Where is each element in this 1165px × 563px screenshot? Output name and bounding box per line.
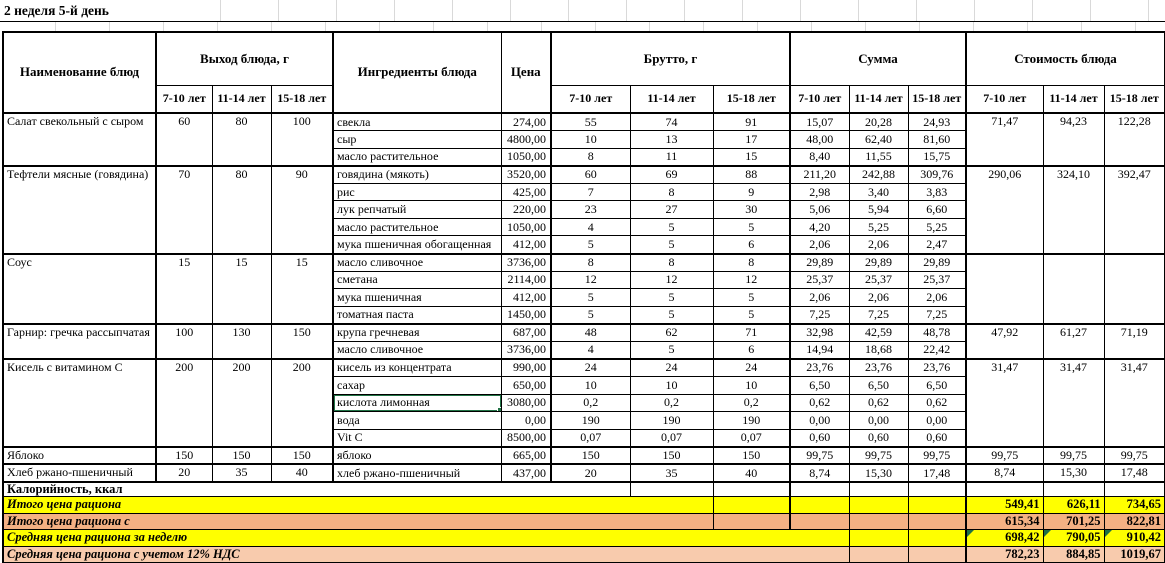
cost-cell[interactable] xyxy=(1043,254,1104,324)
output-cell[interactable]: 100 xyxy=(271,113,333,166)
price-cell[interactable]: 437,00 xyxy=(501,464,551,482)
gross-cell[interactable]: 8 xyxy=(713,254,790,272)
sum-cell[interactable]: 0,00 xyxy=(908,412,966,430)
price-cell[interactable]: 1050,00 xyxy=(501,148,551,166)
empty-cell[interactable] xyxy=(713,482,790,497)
sum-cell[interactable]: 5,25 xyxy=(908,218,966,236)
gross-cell[interactable]: 0,07 xyxy=(630,429,713,447)
sum-cell[interactable]: 6,50 xyxy=(790,376,849,394)
dish-name-cell[interactable]: Салат свекольный с сыром xyxy=(3,113,156,166)
sum-cell[interactable]: 15,07 xyxy=(790,113,849,131)
ingredient-cell[interactable]: сахар xyxy=(333,376,501,394)
ingredient-cell[interactable]: говядина (мякоть) xyxy=(333,166,501,184)
empty-cell[interactable] xyxy=(630,482,713,497)
summary-empty-cell[interactable] xyxy=(849,530,908,547)
gross-cell[interactable]: 24 xyxy=(713,359,790,377)
gross-cell[interactable]: 74 xyxy=(630,113,713,131)
cost-cell[interactable]: 99,75 xyxy=(1104,447,1165,465)
output-cell[interactable]: 80 xyxy=(212,166,271,254)
gross-cell[interactable]: 11 xyxy=(630,148,713,166)
gross-cell[interactable]: 190 xyxy=(713,412,790,430)
title-row xyxy=(0,0,1165,22)
summary-row xyxy=(3,546,1165,563)
summary-label-cell[interactable]: Итого цена рациона xyxy=(3,497,713,514)
gross-cell[interactable]: 7 xyxy=(551,183,630,201)
sum-cell[interactable]: 25,37 xyxy=(908,271,966,289)
cost-cell[interactable]: 71,19 xyxy=(1104,324,1165,359)
price-cell[interactable]: 650,00 xyxy=(501,376,551,394)
gross-cell[interactable]: 12 xyxy=(713,271,790,289)
age-group-header[interactable]: 11-14 лет xyxy=(849,85,908,113)
cost-cell[interactable]: 99,75 xyxy=(966,447,1043,465)
summary-empty-cell[interactable] xyxy=(790,513,849,530)
gross-cell[interactable]: 5 xyxy=(630,341,713,359)
sum-cell[interactable]: 0,62 xyxy=(790,394,849,412)
age-group-header[interactable]: 7-10 лет xyxy=(551,85,630,113)
sum-cell[interactable]: 99,75 xyxy=(908,447,966,465)
output-cell[interactable]: 15 xyxy=(156,254,212,324)
dish-name-cell[interactable]: Яблоко xyxy=(3,447,156,465)
sum-cell[interactable]: 29,89 xyxy=(790,254,849,272)
sum-cell[interactable]: 15,75 xyxy=(908,148,966,166)
gross-cell[interactable]: 5 xyxy=(713,218,790,236)
output-cell[interactable]: 20 xyxy=(156,464,212,482)
table-row xyxy=(3,359,1165,377)
sum-cell[interactable]: 7,25 xyxy=(849,306,908,324)
empty-cell[interactable] xyxy=(908,482,966,497)
output-cell[interactable]: 40 xyxy=(271,464,333,482)
ingredient-cell[interactable]: кисель из концентрата xyxy=(333,359,501,377)
sum-cell[interactable]: 23,76 xyxy=(849,359,908,377)
gross-cell[interactable]: 8 xyxy=(630,183,713,201)
age-group-header[interactable]: 11-14 лет xyxy=(212,85,271,113)
header-gross[interactable]: Брутто, г xyxy=(551,32,790,85)
summary-value-cell[interactable]: 701,25 xyxy=(1043,513,1104,530)
cost-cell[interactable]: 17,48 xyxy=(1104,464,1165,482)
gross-cell[interactable]: 5 xyxy=(630,289,713,307)
price-cell[interactable]: 3520,00 xyxy=(501,166,551,184)
summary-empty-cell[interactable] xyxy=(790,497,849,514)
gross-cell[interactable]: 0,2 xyxy=(713,394,790,412)
age-group-header[interactable]: 11-14 лет xyxy=(1043,85,1104,113)
gross-cell[interactable]: 55 xyxy=(551,113,630,131)
price-cell[interactable]: 3080,00 xyxy=(501,394,551,412)
header-price[interactable]: Цена xyxy=(501,32,551,113)
ingredient-cell[interactable]: яблоко xyxy=(333,447,501,465)
ingredient-cell[interactable]: масло сливочное xyxy=(333,341,501,359)
output-cell[interactable]: 15 xyxy=(212,254,271,324)
gross-cell[interactable]: 10 xyxy=(630,376,713,394)
header-ingredients[interactable]: Ингредиенты блюда xyxy=(333,32,501,113)
ingredient-cell[interactable]: рис xyxy=(333,183,501,201)
summary-value-cell[interactable]: 910,42 xyxy=(1104,530,1165,547)
selected-cell[interactable]: кислота лимонная xyxy=(333,394,501,412)
price-cell[interactable]: 2114,00 xyxy=(501,271,551,289)
gross-cell[interactable]: 10 xyxy=(713,376,790,394)
sum-cell[interactable]: 0,60 xyxy=(790,429,849,447)
sum-cell[interactable]: 18,68 xyxy=(849,341,908,359)
sum-cell[interactable]: 62,40 xyxy=(849,131,908,149)
sum-cell[interactable]: 14,94 xyxy=(790,341,849,359)
summary-value-cell[interactable]: 822,81 xyxy=(1104,513,1165,530)
gross-cell[interactable]: 48 xyxy=(551,324,630,342)
table-row xyxy=(3,254,1165,272)
output-cell[interactable]: 200 xyxy=(212,359,271,447)
sum-cell[interactable]: 2,06 xyxy=(849,289,908,307)
cost-cell[interactable]: 71,47 xyxy=(966,113,1043,166)
age-group-header[interactable]: 7-10 лет xyxy=(966,85,1043,113)
dish-name-cell[interactable]: Хлеб ржано-пшеничный xyxy=(3,464,156,482)
sum-cell[interactable]: 29,89 xyxy=(849,254,908,272)
summary-value-cell[interactable]: 626,11 xyxy=(1043,497,1104,514)
gross-cell[interactable]: 5 xyxy=(630,218,713,236)
cost-cell[interactable]: 290,06 xyxy=(966,166,1043,254)
empty-cell[interactable] xyxy=(790,482,849,497)
sum-cell[interactable]: 211,20 xyxy=(790,166,849,184)
sum-cell[interactable]: 25,37 xyxy=(790,271,849,289)
table-row xyxy=(3,447,1165,465)
price-cell[interactable]: 1450,00 xyxy=(501,306,551,324)
header-cost[interactable]: Стоимость блюда xyxy=(966,32,1165,85)
gross-cell[interactable]: 5 xyxy=(630,236,713,254)
output-cell[interactable]: 80 xyxy=(212,113,271,166)
cost-cell[interactable]: 47,92 xyxy=(966,324,1043,359)
age-group-header[interactable]: 15-18 лет xyxy=(271,85,333,113)
ingredient-cell[interactable]: мука пшеничная xyxy=(333,289,501,307)
sum-cell[interactable]: 2,06 xyxy=(849,236,908,254)
sum-cell[interactable]: 24,93 xyxy=(908,113,966,131)
output-cell[interactable]: 150 xyxy=(156,447,212,465)
summary-row xyxy=(3,513,1165,530)
cost-cell[interactable]: 15,30 xyxy=(1043,464,1104,482)
price-cell[interactable]: 990,00 xyxy=(501,359,551,377)
summary-empty-cell[interactable] xyxy=(713,497,790,514)
gross-cell[interactable]: 10 xyxy=(551,376,630,394)
sum-cell[interactable]: 29,89 xyxy=(908,254,966,272)
gross-cell[interactable]: 5 xyxy=(713,289,790,307)
sheet-title-cell[interactable]: 2 неделя 5-й день xyxy=(0,0,113,19)
price-cell[interactable]: 687,00 xyxy=(501,324,551,342)
sum-cell[interactable]: 22,42 xyxy=(908,341,966,359)
faint-gridlines xyxy=(2,22,1165,31)
summary-empty-cell[interactable] xyxy=(908,497,966,514)
output-cell[interactable]: 90 xyxy=(271,166,333,254)
cost-cell[interactable]: 31,47 xyxy=(1043,359,1104,447)
ingredient-cell[interactable]: лук репчатый xyxy=(333,201,501,219)
summary-value-cell[interactable]: 790,05 xyxy=(1043,530,1104,547)
summary-label-cell[interactable]: Итого цена рациона с xyxy=(3,513,713,530)
gross-cell[interactable]: 0,2 xyxy=(630,394,713,412)
gross-cell[interactable]: 190 xyxy=(551,412,630,430)
dish-name-cell[interactable]: Соус xyxy=(3,254,156,324)
price-cell[interactable]: 4800,00 xyxy=(501,131,551,149)
menu-table xyxy=(2,31,1165,563)
sum-cell[interactable]: 0,00 xyxy=(849,412,908,430)
sum-cell[interactable]: 7,25 xyxy=(908,306,966,324)
gross-cell[interactable]: 6 xyxy=(713,341,790,359)
gross-cell[interactable]: 5 xyxy=(551,236,630,254)
sum-cell[interactable]: 99,75 xyxy=(849,447,908,465)
cost-cell[interactable]: 94,23 xyxy=(1043,113,1104,166)
output-cell[interactable]: 35 xyxy=(212,464,271,482)
gross-cell[interactable]: 8 xyxy=(551,254,630,272)
sum-cell[interactable]: 6,60 xyxy=(908,201,966,219)
table-row xyxy=(3,113,1165,131)
ingredient-cell[interactable]: масло растительное xyxy=(333,218,501,236)
gross-cell[interactable]: 17 xyxy=(713,131,790,149)
table-row xyxy=(3,324,1165,342)
ingredient-cell[interactable]: хлеб ржано-пшеничный xyxy=(333,464,501,482)
gross-cell[interactable]: 8 xyxy=(630,254,713,272)
age-group-header[interactable]: 7-10 лет xyxy=(156,85,212,113)
sum-cell[interactable]: 2,06 xyxy=(790,236,849,254)
faint-gridlines xyxy=(163,0,1165,21)
cost-cell[interactable] xyxy=(1104,254,1165,324)
sum-cell[interactable]: 81,60 xyxy=(908,131,966,149)
gross-cell[interactable]: 5 xyxy=(713,306,790,324)
summary-empty-cell[interactable] xyxy=(713,513,790,530)
header-dish[interactable]: Наименование блюд xyxy=(3,32,156,113)
summary-row xyxy=(3,497,1165,514)
gross-cell[interactable]: 35 xyxy=(630,464,713,482)
sum-cell[interactable]: 7,25 xyxy=(790,306,849,324)
sum-cell[interactable]: 23,76 xyxy=(790,359,849,377)
sum-cell[interactable]: 11,55 xyxy=(849,148,908,166)
sum-cell[interactable]: 3,83 xyxy=(908,183,966,201)
sum-cell[interactable]: 8,40 xyxy=(790,148,849,166)
summary-value-cell[interactable]: 1019,67 xyxy=(1104,546,1165,563)
summary-empty-cell[interactable] xyxy=(908,546,966,563)
empty-cell[interactable] xyxy=(1104,482,1165,497)
sum-cell[interactable]: 15,30 xyxy=(849,464,908,482)
sum-cell[interactable]: 48,00 xyxy=(790,131,849,149)
gross-cell[interactable]: 9 xyxy=(713,183,790,201)
summary-label-cell[interactable]: Средняя цена рациона за неделю xyxy=(3,530,849,547)
summary-value-cell[interactable]: 782,23 xyxy=(966,546,1043,563)
ingredient-cell[interactable]: сметана xyxy=(333,271,501,289)
sum-cell[interactable]: 5,94 xyxy=(849,201,908,219)
gross-cell[interactable]: 0,2 xyxy=(551,394,630,412)
sum-cell[interactable]: 309,76 xyxy=(908,166,966,184)
price-cell[interactable]: 8500,00 xyxy=(501,429,551,447)
gross-cell[interactable]: 24 xyxy=(551,359,630,377)
sum-cell[interactable]: 5,25 xyxy=(849,218,908,236)
cost-cell[interactable]: 122,28 xyxy=(1104,113,1165,166)
empty-cell[interactable] xyxy=(966,482,1043,497)
price-cell[interactable]: 1050,00 xyxy=(501,218,551,236)
gross-cell[interactable]: 15 xyxy=(713,148,790,166)
cost-cell[interactable]: 61,27 xyxy=(1043,324,1104,359)
gross-cell[interactable]: 60 xyxy=(551,166,630,184)
ingredient-cell[interactable]: Vit C xyxy=(333,429,501,447)
price-cell[interactable]: 3736,00 xyxy=(501,341,551,359)
gross-cell[interactable]: 71 xyxy=(713,324,790,342)
summary-empty-cell[interactable] xyxy=(908,530,966,547)
sum-cell[interactable]: 2,06 xyxy=(908,289,966,307)
gross-cell[interactable]: 190 xyxy=(630,412,713,430)
age-group-header[interactable]: 15-18 лет xyxy=(713,85,790,113)
gross-cell[interactable]: 24 xyxy=(630,359,713,377)
summary-value-cell[interactable]: 698,42 xyxy=(966,530,1043,547)
cost-cell[interactable]: 8,74 xyxy=(966,464,1043,482)
output-cell[interactable]: 200 xyxy=(156,359,212,447)
summary-label-cell[interactable]: Средняя цена рациона с учетом 12% НДС xyxy=(3,546,849,563)
summary-value-cell[interactable]: 549,41 xyxy=(966,497,1043,514)
gross-cell[interactable]: 69 xyxy=(630,166,713,184)
sum-cell[interactable]: 0,00 xyxy=(790,412,849,430)
calories-label-cell[interactable]: Калорийность, ккал xyxy=(3,482,630,497)
price-cell[interactable]: 220,00 xyxy=(501,201,551,219)
gross-cell[interactable]: 5 xyxy=(551,306,630,324)
output-cell[interactable]: 70 xyxy=(156,166,212,254)
price-cell[interactable]: 412,00 xyxy=(501,289,551,307)
empty-cell[interactable] xyxy=(849,482,908,497)
summary-value-cell[interactable]: 615,34 xyxy=(966,513,1043,530)
gross-cell[interactable]: 5 xyxy=(551,289,630,307)
sum-cell[interactable]: 4,20 xyxy=(790,218,849,236)
ingredient-cell[interactable]: масло сливочное xyxy=(333,254,501,272)
gross-cell[interactable]: 40 xyxy=(713,464,790,482)
ingredient-cell[interactable]: масло растительное xyxy=(333,148,501,166)
summary-row xyxy=(3,530,1165,547)
output-cell[interactable]: 130 xyxy=(212,324,271,359)
gross-cell[interactable]: 12 xyxy=(551,271,630,289)
ingredient-cell[interactable]: свекла xyxy=(333,113,501,131)
table-row xyxy=(3,464,1165,482)
gross-cell[interactable]: 8 xyxy=(551,148,630,166)
ingredient-cell[interactable]: томатная паста xyxy=(333,306,501,324)
sum-cell[interactable]: 6,50 xyxy=(849,376,908,394)
cost-cell[interactable]: 31,47 xyxy=(966,359,1043,447)
sum-cell[interactable]: 0,60 xyxy=(849,429,908,447)
gross-cell[interactable]: 4 xyxy=(551,218,630,236)
gross-cell[interactable]: 150 xyxy=(630,447,713,465)
empty-cell[interactable] xyxy=(1043,482,1104,497)
sum-cell[interactable]: 17,48 xyxy=(908,464,966,482)
output-cell[interactable]: 15 xyxy=(271,254,333,324)
output-cell[interactable]: 200 xyxy=(271,359,333,447)
sum-cell[interactable]: 2,98 xyxy=(790,183,849,201)
gross-cell[interactable]: 23 xyxy=(551,201,630,219)
output-cell[interactable]: 150 xyxy=(271,324,333,359)
sum-cell[interactable]: 8,74 xyxy=(790,464,849,482)
summary-empty-cell[interactable] xyxy=(849,513,908,530)
sum-cell[interactable]: 0,62 xyxy=(849,394,908,412)
output-cell[interactable]: 100 xyxy=(156,324,212,359)
output-cell[interactable]: 150 xyxy=(212,447,271,465)
gross-cell[interactable]: 27 xyxy=(630,201,713,219)
sum-cell[interactable]: 2,06 xyxy=(790,289,849,307)
ingredient-cell[interactable]: вода xyxy=(333,412,501,430)
gross-cell[interactable]: 150 xyxy=(551,447,630,465)
gross-cell[interactable]: 10 xyxy=(551,131,630,149)
sum-cell[interactable]: 3,40 xyxy=(849,183,908,201)
sum-cell[interactable]: 99,75 xyxy=(790,447,849,465)
sum-cell[interactable]: 20,28 xyxy=(849,113,908,131)
table-header xyxy=(3,32,1165,113)
table-row xyxy=(3,166,1165,184)
output-cell[interactable]: 150 xyxy=(271,447,333,465)
summary-value-cell[interactable]: 734,65 xyxy=(1104,497,1165,514)
gross-cell[interactable]: 13 xyxy=(630,131,713,149)
header-sum[interactable]: Сумма xyxy=(790,32,966,85)
sum-cell[interactable]: 32,98 xyxy=(790,324,849,342)
sum-cell[interactable]: 42,59 xyxy=(849,324,908,342)
price-cell[interactable]: 274,00 xyxy=(501,113,551,131)
sum-cell[interactable]: 48,78 xyxy=(908,324,966,342)
gross-cell[interactable]: 5 xyxy=(630,306,713,324)
sum-cell[interactable]: 0,60 xyxy=(908,429,966,447)
gross-cell[interactable]: 88 xyxy=(713,166,790,184)
cost-cell[interactable]: 324,10 xyxy=(1043,166,1104,254)
gross-cell[interactable]: 4 xyxy=(551,341,630,359)
age-group-header[interactable]: 7-10 лет xyxy=(790,85,849,113)
blank-row xyxy=(0,22,1165,31)
summary-empty-cell[interactable] xyxy=(908,513,966,530)
calories-row xyxy=(3,482,1165,497)
gross-cell[interactable]: 0,07 xyxy=(551,429,630,447)
cost-cell[interactable]: 99,75 xyxy=(1043,447,1104,465)
price-cell[interactable]: 412,00 xyxy=(501,236,551,254)
sum-cell[interactable]: 5,06 xyxy=(790,201,849,219)
cost-cell[interactable]: 392,47 xyxy=(1104,166,1165,254)
sum-cell[interactable]: 2,47 xyxy=(908,236,966,254)
gross-cell[interactable]: 0,07 xyxy=(713,429,790,447)
header-output[interactable]: Выход блюда, г xyxy=(156,32,333,85)
summary-value-cell[interactable]: 884,85 xyxy=(1043,546,1104,563)
output-cell[interactable]: 60 xyxy=(156,113,212,166)
age-group-header[interactable]: 11-14 лет xyxy=(630,85,713,113)
cost-cell[interactable]: 31,47 xyxy=(1104,359,1165,447)
price-cell[interactable]: 0,00 xyxy=(501,412,551,430)
ingredient-cell[interactable]: сыр xyxy=(333,131,501,149)
gross-cell[interactable]: 91 xyxy=(713,113,790,131)
price-cell[interactable]: 3736,00 xyxy=(501,254,551,272)
dish-name-cell[interactable]: Тефтели мясные (говядина) xyxy=(3,166,156,254)
age-group-header[interactable]: 15-18 лет xyxy=(908,85,966,113)
sum-cell[interactable]: 6,50 xyxy=(908,376,966,394)
gross-cell[interactable]: 6 xyxy=(713,236,790,254)
price-cell[interactable]: 425,00 xyxy=(501,183,551,201)
summary-empty-cell[interactable] xyxy=(849,546,908,563)
gross-cell[interactable]: 12 xyxy=(630,271,713,289)
gross-cell[interactable]: 30 xyxy=(713,201,790,219)
cost-cell[interactable] xyxy=(966,254,1043,324)
dish-name-cell[interactable]: Гарнир: гречка рассыпчатая xyxy=(3,324,156,359)
dish-name-cell[interactable]: Кисель с витамином С xyxy=(3,359,156,447)
sum-cell[interactable]: 0,62 xyxy=(908,394,966,412)
ingredient-cell[interactable]: крупа гречневая xyxy=(333,324,501,342)
sum-cell[interactable]: 25,37 xyxy=(849,271,908,289)
gross-cell[interactable]: 20 xyxy=(551,464,630,482)
sum-cell[interactable]: 242,88 xyxy=(849,166,908,184)
summary-empty-cell[interactable] xyxy=(849,497,908,514)
ingredient-cell[interactable]: мука пшеничная обогащенная xyxy=(333,236,501,254)
gross-cell[interactable]: 62 xyxy=(630,324,713,342)
price-cell[interactable]: 665,00 xyxy=(501,447,551,465)
age-group-header[interactable]: 15-18 лет xyxy=(1104,85,1165,113)
sum-cell[interactable]: 23,76 xyxy=(908,359,966,377)
gross-cell[interactable]: 150 xyxy=(713,447,790,465)
